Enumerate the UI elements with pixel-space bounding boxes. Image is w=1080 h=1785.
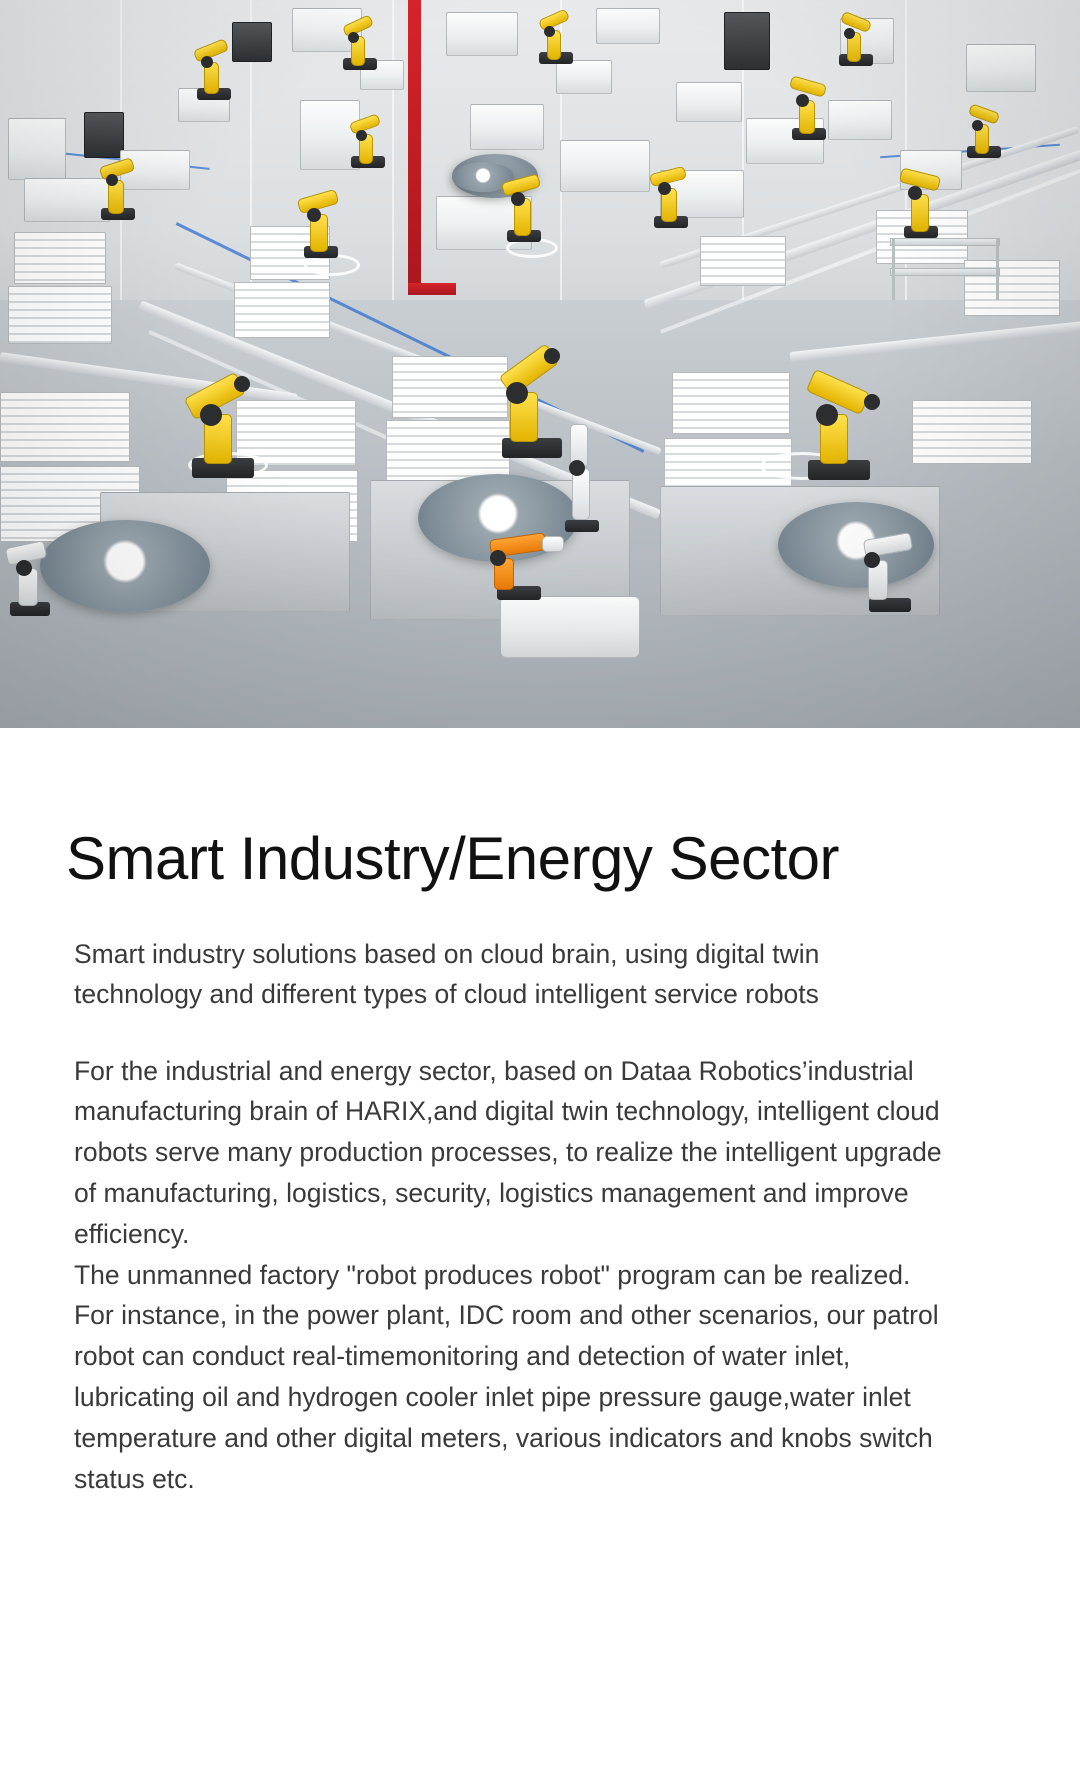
work-table	[556, 60, 612, 94]
body-paragraph-3: For instance, in the power plant, IDC room and other scenarios, our patrol robot can conduct real-timemonitoring and detection of water inlet, lubricating oil and hydrogen cooler inlet pipe pressure gauge,water inlet temperature and other digital meters, various indicators and knobs switch status etc.	[74, 1300, 939, 1494]
robot-arm	[536, 8, 576, 64]
robot-joint	[796, 94, 809, 107]
robot-arm	[296, 182, 346, 258]
robot-joint	[490, 550, 506, 566]
parts-crate	[912, 400, 1032, 464]
robot-arm	[96, 150, 140, 220]
body-paragraph-2: The unmanned factory "robot produces robot" program can be realized.	[74, 1259, 911, 1290]
rack-leg	[996, 238, 999, 300]
robot-joint	[511, 192, 525, 206]
article-content	[0, 728, 1080, 1499]
robot-wrist	[234, 376, 250, 392]
robot-arm	[178, 370, 268, 478]
robot-joint	[864, 552, 880, 568]
robot-joint	[569, 460, 585, 476]
robot-joint	[106, 174, 118, 186]
safety-post-arm	[408, 283, 456, 295]
robot-base	[565, 520, 599, 532]
hero-image	[0, 0, 1080, 728]
robot-segment	[789, 75, 827, 97]
robot-arm	[348, 110, 388, 168]
parts-crate	[672, 372, 790, 434]
work-table	[596, 8, 660, 44]
machine-cabinet	[8, 118, 66, 180]
collaborative-robot-arm	[0, 530, 60, 616]
rotary-table	[40, 520, 210, 612]
robot-gripper	[542, 536, 564, 552]
parts-crate	[8, 286, 112, 344]
body-paragraph-1: For the industrial and energy sector, based on Dataa Robotics’industrial manufacturing brain of HARIX,and digital twin technology, intelligent cloud robots serve many production processes, to realize the intelligent upgrade of manufacturing, logistics, security, logistics management and improve efficiency.	[74, 1055, 942, 1249]
safety-post	[408, 0, 421, 295]
robot-segment	[806, 369, 871, 415]
robot-arm	[192, 34, 236, 100]
work-table	[828, 100, 892, 140]
robot-joint	[201, 56, 213, 68]
page-title: Smart Industry/Energy Sector	[66, 825, 839, 892]
robot-joint	[816, 404, 838, 426]
collaborative-robot-arm	[556, 414, 608, 532]
work-table	[470, 104, 544, 150]
robot-joint	[200, 404, 222, 426]
robot-arm	[964, 100, 1004, 158]
storage-rack	[890, 238, 1000, 246]
rack-leg	[892, 238, 895, 300]
robot-joint	[307, 208, 321, 222]
wall-seam	[392, 0, 394, 330]
robot-arm	[836, 10, 876, 66]
parts-crate	[14, 232, 106, 284]
parts-crate	[0, 392, 130, 462]
robot-joint	[844, 28, 855, 39]
work-table	[446, 12, 518, 56]
robot-arm	[896, 160, 946, 238]
control-cabinet	[232, 22, 272, 62]
article-body	[74, 934, 954, 1499]
robot-joint	[972, 120, 983, 131]
lead-paragraph: Smart industry solutions based on cloud brain, using digital twin technology and different types of cloud intelligent service robots	[74, 939, 820, 1010]
robot-joint	[908, 186, 922, 200]
robot-joint	[16, 560, 32, 576]
robot-joint	[506, 382, 528, 404]
parts-crate	[700, 236, 786, 286]
collaborative-robot-arm	[464, 524, 574, 600]
work-table	[560, 140, 650, 192]
storage-rack	[890, 268, 1000, 276]
equipment-console	[500, 596, 640, 658]
control-cabinet	[724, 12, 770, 70]
robot-arm	[786, 70, 832, 140]
robot-wrist	[864, 394, 880, 410]
robot-wrist	[544, 348, 560, 364]
robot-joint	[348, 32, 359, 43]
robot-arm	[340, 12, 380, 70]
collaborative-robot-arm	[842, 520, 938, 612]
robot-arm	[790, 368, 888, 480]
robot-joint	[544, 26, 555, 37]
robot-joint	[658, 182, 671, 195]
robot-base	[869, 598, 911, 612]
robot-arm	[648, 160, 694, 228]
work-table	[676, 82, 742, 122]
work-table	[966, 44, 1036, 92]
robot-joint	[356, 130, 367, 141]
parts-crate	[234, 282, 330, 338]
robot-arm	[500, 168, 548, 242]
